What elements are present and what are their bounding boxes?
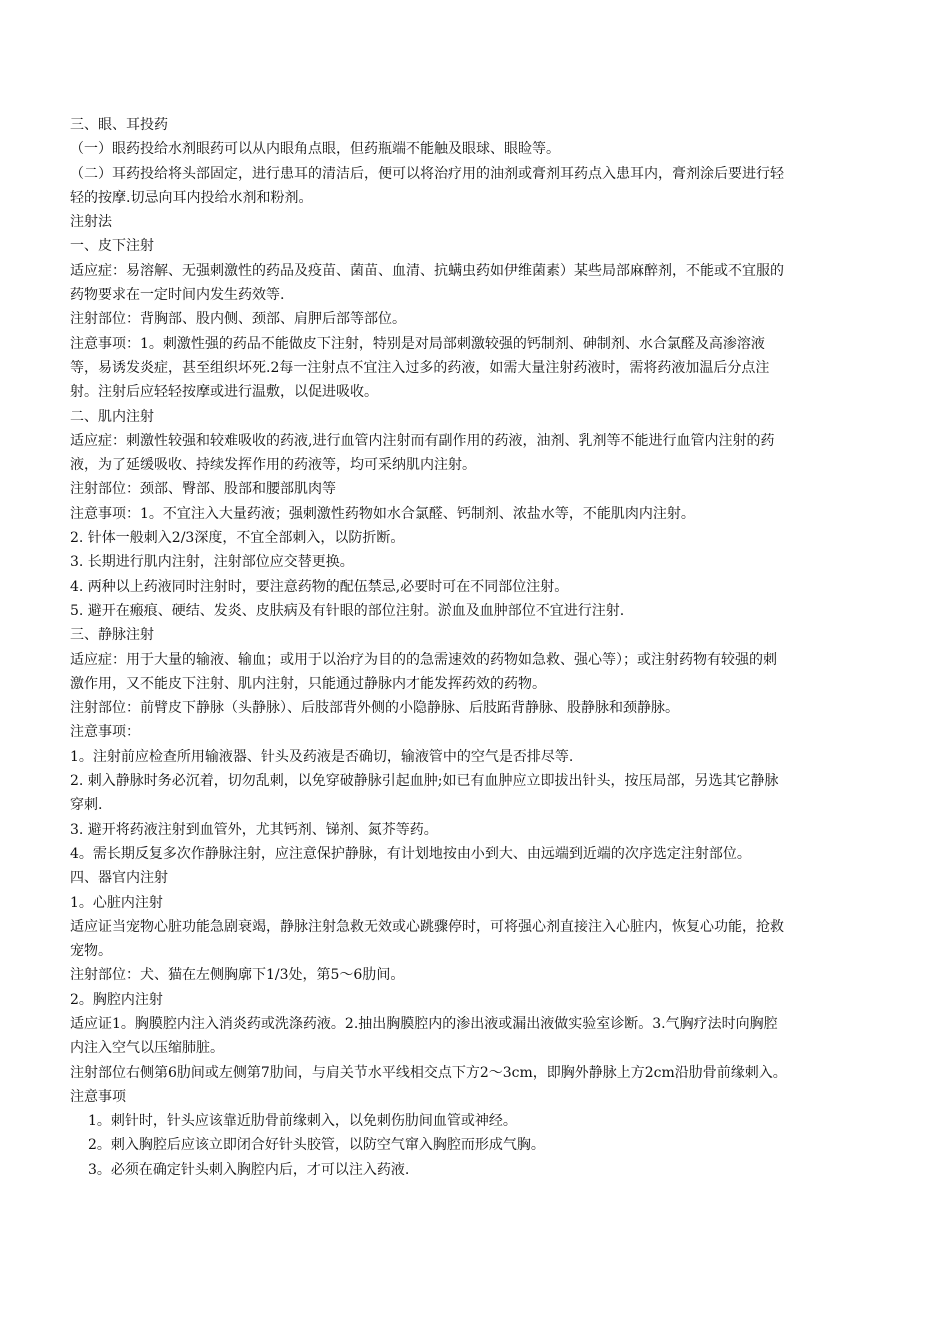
paragraph-line: 射。注射后应轻轻按摩或进行温敷，以促进吸收。 [70, 384, 378, 401]
list-item: 3. 避开将药液注射到血管外，尤其钙剂、锑剂、氮芥等药。 [70, 821, 438, 838]
subsection-heading-organ-injection: 四、器官内注射 [70, 870, 168, 887]
paragraph-line: 注射部位：背胸部、股内侧、颈部、肩胛后部等部位。 [70, 311, 406, 328]
subsection-heading-subcutaneous: 一、皮下注射 [70, 238, 154, 255]
list-item: 4. 两种以上药液同时注射时，要注意药物的配伍禁忌,必要时可在不同部位注射。 [70, 578, 569, 595]
list-item: 4。需长期反复多次作静脉注射，应注意保护静脉，有计划地按由小到大、由远端到近端的次序选定注射部位。 [70, 845, 751, 862]
subsection-heading-intracardiac: 1。心脏内注射 [70, 894, 163, 911]
paragraph-line: 注意事项： [70, 724, 140, 741]
paragraph-line: 液，为了延缓吸收、持续发挥作用的药液等，均可采纳肌内注射。 [70, 457, 476, 474]
list-item: 2. 针体一般刺入2/3深度，不宜全部刺入，以防折断。 [70, 530, 405, 547]
paragraph-line: 注射部位右侧第6肋间或左侧第7肋间，与肩关节水平线相交点下方2〜3cm，即胸外静脉上方2cm沿肋骨前缘刺入。 [70, 1064, 787, 1081]
list-item: 1。刺针时，针头应该靠近肋骨前缘刺入，以免刺伤肋间血管或神经。 [88, 1113, 517, 1130]
document-body [70, 113, 890, 1182]
paragraph-line: 适应证1。胸膜腔内注入消炎药或洗涤药液。2.抽出胸膜腔内的渗出液或漏出液做实验室诊断。3.气胸疗法时向胸腔 [70, 1015, 778, 1032]
paragraph-line: 适应证当宠物心脏功能急剧衰竭，静脉注射急救无效或心跳骤停时，可将强心剂直接注入心脏内，恢复心功能，抢救 [70, 918, 784, 935]
list-item: 2. 刺入静脉时务必沉着，切勿乱刺，以免穿破静脉引起血肿;如已有血肿应立即拔出针头，按压局部，另选其它静脉 [70, 773, 779, 790]
paragraph-line: 宠物。 [70, 943, 112, 960]
section-heading-injection: 注射法 [70, 214, 112, 231]
subsection-heading-intrathoracic: 2。胸腔内注射 [70, 991, 163, 1008]
list-item: 3. 长期进行肌内注射，注射部位应交替更换。 [70, 554, 354, 571]
paragraph-line: 激作用，又不能皮下注射、肌内注射，只能通过静脉内才能发挥药效的药物。 [70, 675, 546, 692]
paragraph-line: 等，易诱发炎症，甚至组织坏死.2每一注射点不宜注入过多的药液，如需大量注射药液时，需将药液加温后分点注 [70, 359, 770, 376]
list-item: 1。注射前应检查所用输液器、针头及药液是否确切，输液管中的空气是否排尽等. [70, 748, 574, 765]
subsection-heading-intramuscular: 二、肌内注射 [70, 408, 154, 425]
paragraph-line: 适应症：易溶解、无强刺激性的药品及疫苗、菌苗、血清、抗螨虫药如伊维菌素）某些局部麻醉剂，不能或不宜服的 [70, 262, 784, 279]
paragraph-line: （二）耳药投给将头部固定，进行患耳的清洁后，便可以将治疗用的油剂或膏剂耳药点入患耳内，膏剂涂后要进行轻 [70, 165, 784, 182]
paragraph-line: 轻的按摩.切忌向耳内投给水剂和粉剂。 [70, 189, 313, 206]
section-heading-eye-ear: 三、眼、耳投药 [70, 117, 168, 133]
list-item: 3。必须在确定针头刺入胸腔内后，才可以注入药液. [88, 1161, 410, 1178]
paragraph-line: （一）眼药投给水剂眼药可以从内眼角点眼，但药瓶端不能触及眼球、眼睑等。 [70, 141, 560, 158]
paragraph-line: 注射部位：颈部、臀部、股部和腰部肌肉等 [70, 481, 336, 498]
paragraph-line: 药物要求在一定时间内发生药效等. [70, 287, 285, 304]
list-item: 2。刺入胸腔后应该立即闭合好针头胶管，以防空气窜入胸腔而形成气胸。 [88, 1137, 545, 1154]
paragraph-line: 注射部位：前臂皮下静脉（头静脉）、后肢部背外侧的小隐静脉、后肢跖背静脉、股静脉和颈静脉。 [70, 700, 679, 717]
list-item: 5. 避开在瘢痕、硬结、发炎、皮肤病及有针眼的部位注射。淤血及血肿部位不宜进行注射. [70, 602, 625, 619]
paragraph-line: 内注入空气以压缩肺脏。 [70, 1040, 224, 1057]
list-item: 穿刺. [70, 797, 103, 814]
paragraph-line: 适应症：用于大量的输液、输血；或用于以治疗为目的的急需速效的药物如急救、强心等）；或注射药物有较强的刺 [70, 651, 777, 668]
paragraph-line: 注射部位：犬、猫在左侧胸廓下1/3处，第5〜6肋间。 [70, 967, 405, 984]
paragraph-line: 适应症：刺激性较强和较难吸收的药液,进行血管内注射而有副作用的药液，油剂、乳剂等不能进行血管内注射的药 [70, 432, 775, 449]
subsection-heading-intravenous: 三、静脉注射 [70, 627, 154, 644]
paragraph-line: 注意事项 [70, 1088, 126, 1105]
paragraph-line: 注意事项：1。不宜注入大量药液；强刺激性药物如水合氯醛、钙制剂、浓盐水等，不能肌肉内注射。 [70, 505, 695, 522]
paragraph-line: 注意事项：1。刺激性强的药品不能做皮下注射，特别是对局部刺激较强的钙制剂、砷制剂、水合氯醛及高渗溶液 [70, 335, 765, 352]
